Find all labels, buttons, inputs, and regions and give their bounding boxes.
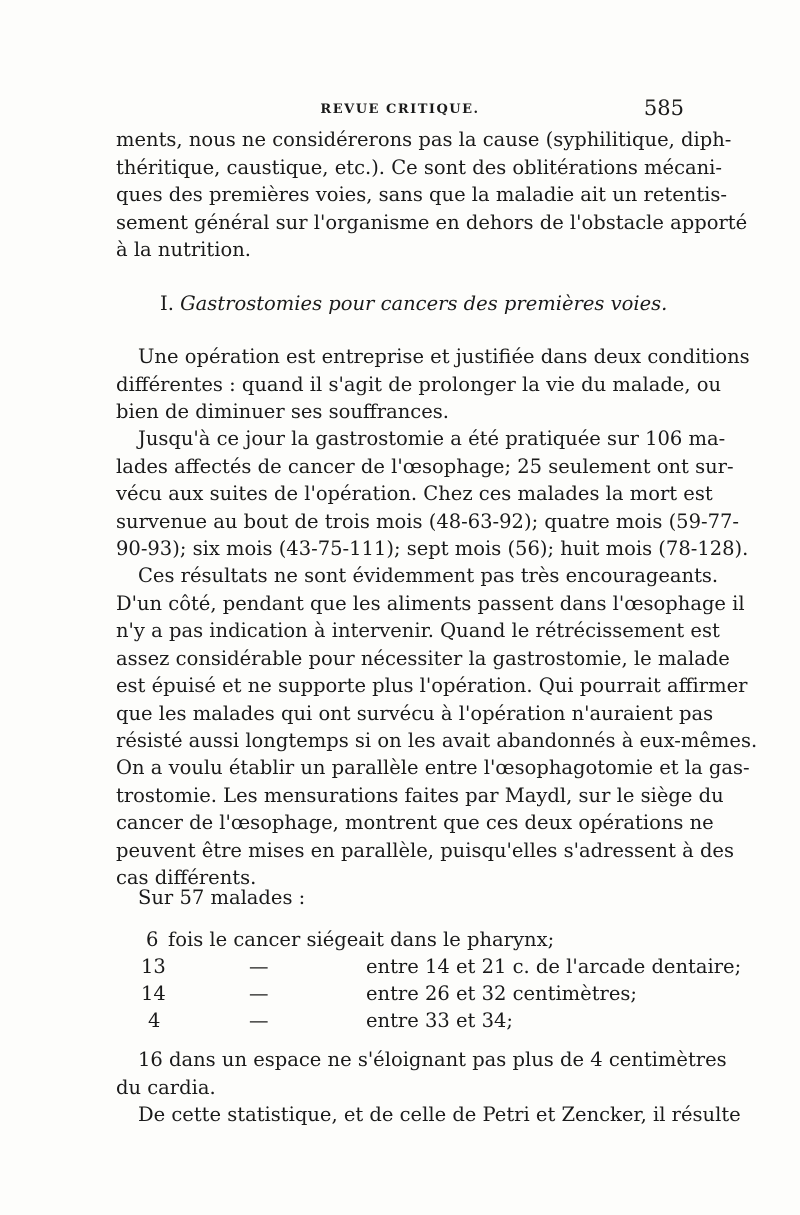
text-line: Sur 57 malades :: [138, 886, 306, 909]
text-line: différentes : quand il s'agit de prolonger la vie du malade, ou: [116, 372, 722, 396]
stat-row: [116, 955, 742, 982]
text-line: vécu aux suites de l'opération. Chez ces malades la mort est: [116, 482, 713, 505]
running-head: REVUE CRITIQUE.: [320, 102, 480, 117]
stat-dash: —: [249, 955, 269, 978]
paragraph-8: [116, 1101, 741, 1129]
paragraph-3: [116, 425, 749, 563]
text-line: D'un côté, pendant que les aliments passent dans l'œsophage il: [116, 591, 745, 615]
text-line: sement général sur l'organisme en dehors de l'obstacle apporté: [116, 210, 748, 234]
stat-text: entre 33 et 34;: [366, 1009, 513, 1032]
paragraph-4: [116, 562, 758, 755]
text-line: peuvent être mises en parallèle, puisqu'elles s'adressent à des: [116, 838, 734, 862]
paragraph-1: [116, 126, 748, 264]
paragraph-5: [116, 754, 750, 892]
text-line: Jusqu'à ce jour la gastrostomie a été pratiquée sur 106 ma-: [138, 427, 726, 450]
text-line: Ces résultats ne sont évidemment pas très encourageants.: [138, 564, 719, 587]
paragraph-6: [116, 884, 684, 912]
text-line: Une opération est entreprise et justifiée dans deux conditions: [138, 345, 750, 368]
stat-row: [116, 928, 684, 955]
stat-row: [116, 1009, 684, 1036]
text-line: ments, nous ne considérerons pas la cause (syphilitique, diph-: [116, 128, 732, 151]
text-line: est épuisé et ne supporte plus l'opération. Qui pourrait affirmer: [116, 674, 748, 697]
stat-row: [116, 982, 684, 1009]
text-line: lades affectés de cancer de l'œsophage; 25 seulement ont sur-: [116, 454, 734, 478]
section-number: I.: [160, 292, 174, 315]
text-line: à la nutrition.: [116, 238, 251, 261]
text-line: On a voulu établir un parallèle entre l'œsophagotomie et la gas-: [116, 756, 750, 779]
paragraph-7: [116, 1046, 727, 1101]
page-number: 585: [643, 96, 684, 120]
text-line: que les malades qui ont survécu à l'opération n'auraient pas: [116, 701, 714, 725]
text-line: 90-93); six mois (43-75-111); sept mois (56); huit mois (78-128).: [116, 537, 749, 560]
page-header: [116, 96, 684, 124]
stat-text: entre 26 et 32 centimètres;: [366, 982, 637, 1005]
text-line: assez considérable pour nécessiter la gastrostomie, le malade: [116, 646, 730, 670]
text-line: résisté aussi longtemps si on les avait abandonnés à eux-mêmes.: [116, 729, 758, 752]
stat-count: 14: [141, 982, 166, 1005]
stat-dash: —: [249, 982, 269, 1005]
text-line: théritique, caustique, etc.). Ce sont des oblitérations mécani-: [116, 155, 722, 179]
text-line: n'y a pas indication à intervenir. Quand le rétrécissement est: [116, 619, 720, 642]
text-line: cancer de l'œsophage, montrent que ces deux opérations ne: [116, 811, 714, 834]
stat-text: entre 14 et 21 c. de l'arcade dentaire;: [366, 955, 742, 978]
text-line: cas différents.: [116, 866, 257, 889]
paragraph-2: [116, 343, 750, 426]
text-line: survenue au bout de trois mois (48-63-92); quatre mois (59-77-: [116, 509, 739, 533]
text-line: ques des premières voies, sans que la maladie ait un retentis-: [116, 183, 727, 206]
section-heading: Gastrostomies pour cancers des premières voies.: [180, 292, 668, 315]
text-line: bien de diminuer ses souffrances.: [116, 400, 449, 423]
text-line: trostomie. Les mensurations faites par Maydl, sur le siège du: [116, 783, 724, 807]
stat-count: 6: [146, 928, 159, 951]
stat-count: 4: [148, 1009, 161, 1032]
stat-count: 13: [141, 955, 166, 978]
section-title: [160, 292, 667, 315]
stat-dash: —: [249, 1009, 269, 1032]
text-line: De cette statistique, et de celle de Petri et Zencker, il résulte: [138, 1103, 741, 1126]
text-line: du cardia.: [116, 1075, 216, 1099]
text-line: 16 dans un espace ne s'éloignant pas plus de 4 centimètres: [138, 1048, 727, 1071]
stat-text: fois le cancer siégeait dans le pharynx;: [168, 928, 555, 951]
